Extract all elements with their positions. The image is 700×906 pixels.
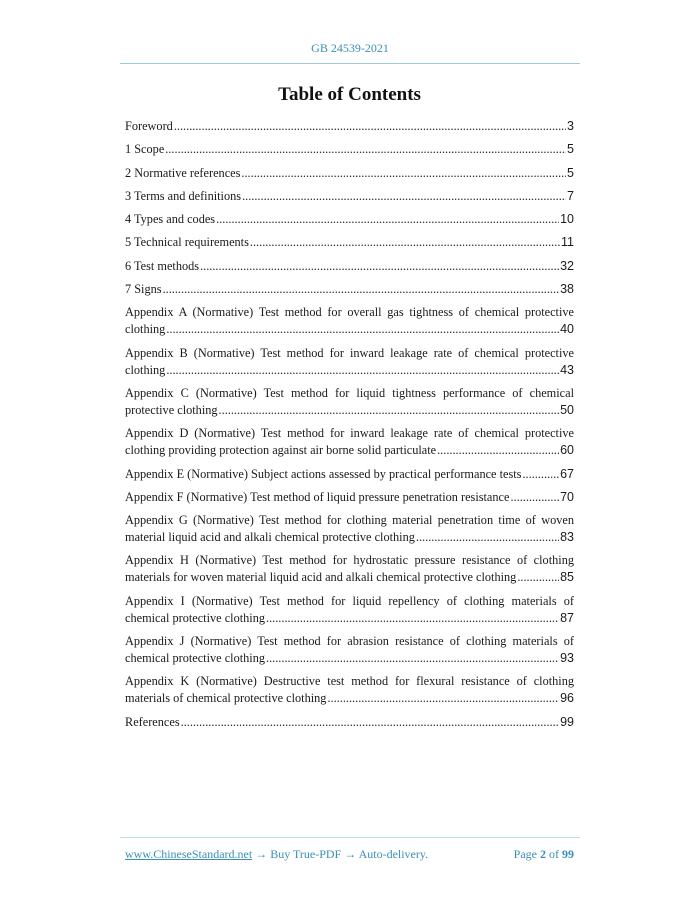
dot-leader — [437, 442, 559, 459]
toc-entry-text: 1 Scope — [125, 142, 165, 157]
toc-entry-text: materials for woven material liquid acid and alkali chemical protective clothing — [125, 570, 517, 585]
dot-leader — [165, 141, 566, 158]
dot-leader — [242, 188, 566, 205]
toc-entry-line — [125, 690, 574, 707]
toc-entry-line — [125, 141, 574, 158]
toc-entry-line — [125, 529, 574, 546]
dot-leader — [216, 211, 559, 228]
toc-entry-text: material liquid acid and alkali chemical protective clothing — [125, 530, 415, 545]
current-page: 2 — [540, 847, 546, 861]
toc-entry[interactable] — [125, 118, 574, 135]
toc-entry-text: protective clothing — [125, 402, 218, 417]
toc-entry-text: References — [125, 714, 180, 729]
toc-entry-text: 4 Types and codes — [125, 212, 216, 227]
toc-page-number: 40 — [560, 322, 574, 337]
toc-entry[interactable] — [125, 211, 574, 228]
toc-page-number: 83 — [560, 530, 574, 545]
dot-leader — [163, 281, 560, 298]
toc-page-number: 38 — [560, 282, 574, 297]
toc-entry[interactable] — [125, 188, 574, 205]
document-id: GB 24539-2021 — [311, 41, 389, 55]
toc-entry[interactable] — [125, 714, 574, 731]
toc-entry-text: Appendix F (Normative) Test method of liquid pressure penetration resistance — [125, 489, 510, 504]
toc-page-number: 3 — [567, 119, 574, 133]
toc-entry-line — [125, 650, 574, 667]
toc-page-number: 50 — [560, 402, 574, 417]
toc-entry-text: 6 Test methods — [125, 258, 200, 273]
toc-entry[interactable] — [125, 141, 574, 158]
toc-page-number: 87 — [560, 610, 574, 625]
dot-leader — [266, 650, 559, 667]
dot-leader — [200, 258, 559, 275]
dot-leader — [174, 118, 566, 135]
toc-entry-text: Appendix K (Normative) Destructive test method for flexural resistance of clothing — [125, 674, 574, 689]
toc-entry[interactable] — [125, 466, 574, 483]
toc-entry-line — [125, 489, 574, 506]
toc-entry-text: 7 Signs — [125, 282, 162, 297]
toc-page-number: 96 — [560, 691, 574, 706]
toc-entry[interactable] — [125, 673, 574, 707]
toc-entry-line — [125, 362, 574, 379]
toc-entry-text: Appendix C (Normative) Test method for liquid tightness performance of chemical — [125, 385, 574, 400]
dot-leader — [241, 165, 566, 182]
footer-promo: → Buy True-PDF → Auto-delivery. — [252, 847, 429, 861]
toc-entry-line — [125, 321, 574, 338]
toc-entry-text: Appendix B (Normative) Test method for inward leakage rate of chemical protective — [125, 345, 574, 360]
document-header — [120, 41, 580, 56]
toc-entry-text: 5 Technical requirements — [125, 235, 249, 250]
toc-entry-text: Appendix D (Normative) Test method for inward leakage rate of chemical protective — [125, 426, 574, 441]
toc-entry-text: 3 Terms and definitions — [125, 188, 242, 203]
toc-entry[interactable] — [125, 345, 574, 379]
toc-entry-line — [125, 165, 574, 182]
toc-page-number: 70 — [560, 489, 574, 504]
toc-entry-line — [125, 281, 574, 298]
toc-page-number: 93 — [560, 651, 574, 666]
toc-entry-line — [125, 118, 574, 135]
dot-leader — [166, 362, 559, 379]
toc-entry[interactable] — [125, 512, 574, 546]
toc-entry-line — [125, 714, 574, 731]
toc-entry[interactable] — [125, 258, 574, 275]
toc-entry-line — [125, 402, 574, 419]
dot-leader — [266, 610, 559, 627]
page-label: Page — [513, 847, 537, 861]
toc-entry-text: Appendix A (Normative) Test method for overall gas tightness of chemical protective — [125, 305, 574, 320]
toc-page-number: 5 — [567, 165, 574, 180]
toc-entry-text: Appendix E (Normative) Subject actions assessed by practical performance tests — [125, 466, 522, 481]
page-indicator — [514, 847, 574, 862]
toc-entry-line — [125, 258, 574, 275]
toc-page-number: 99 — [560, 714, 574, 729]
toc-entry-text: chemical protective clothing — [125, 651, 265, 666]
toc-entry-text: Appendix H (Normative) Test method for hydrostatic pressure resistance of clothing — [125, 553, 574, 568]
toc-entry-text: materials of chemical protective clothing — [125, 691, 327, 706]
toc-page-number: 32 — [560, 258, 574, 273]
toc-entry[interactable] — [125, 593, 574, 627]
toc-entry[interactable] — [125, 425, 574, 459]
toc-page-number: 10 — [560, 212, 574, 227]
toc-entry-line — [125, 234, 574, 251]
toc-page-number: 5 — [567, 142, 574, 157]
dot-leader — [517, 569, 559, 586]
toc-entry-line — [125, 569, 574, 586]
footer-divider — [120, 837, 580, 838]
toc-entry[interactable] — [125, 234, 574, 251]
dot-leader — [219, 402, 560, 419]
dot-leader — [510, 489, 559, 506]
toc-entry-text: chemical protective clothing — [125, 610, 265, 625]
toc-page-number: 60 — [560, 443, 574, 458]
dot-leader — [522, 466, 559, 483]
toc-entry-text: clothing — [125, 362, 166, 377]
toc-entry-text: Appendix I (Normative) Test method for liquid repellency of clothing materials of — [125, 593, 574, 608]
toc-entry-line — [125, 610, 574, 627]
toc-entry-text: clothing — [125, 322, 166, 337]
table-of-contents — [125, 118, 574, 737]
page-footer — [125, 847, 574, 862]
toc-entry-text: Appendix G (Normative) Test method for clothing material penetration time of woven — [125, 513, 574, 528]
toc-entry-line — [125, 211, 574, 228]
toc-page-number: 43 — [560, 362, 574, 377]
dot-leader — [166, 321, 559, 338]
toc-entry[interactable] — [125, 633, 574, 667]
dot-leader — [181, 714, 559, 731]
toc-entry[interactable] — [125, 304, 574, 338]
dot-leader — [250, 234, 560, 251]
toc-entry[interactable] — [125, 165, 574, 182]
toc-page-number: 11 — [561, 235, 574, 250]
dot-leader — [416, 529, 559, 546]
page-title: Table of Contents — [278, 84, 421, 105]
total-pages: 99 — [562, 847, 574, 861]
toc-page-number: 85 — [560, 570, 574, 585]
toc-entry[interactable] — [125, 385, 574, 419]
toc-entry[interactable] — [125, 489, 574, 506]
toc-entry-text: 2 Normative references — [125, 165, 241, 180]
toc-entry-line — [125, 466, 574, 483]
toc-page-number: 67 — [560, 466, 574, 481]
toc-entry[interactable] — [125, 281, 574, 298]
dot-leader — [327, 690, 559, 707]
toc-entry-line — [125, 442, 574, 459]
toc-entry-text: clothing providing protection against air borne solid particulate — [125, 443, 437, 458]
toc-entry-line — [125, 188, 574, 205]
header-divider — [120, 63, 580, 64]
toc-page-number: 7 — [567, 188, 574, 203]
page-of: of — [549, 847, 559, 861]
website-link[interactable]: www.ChineseStandard.net — [125, 847, 253, 861]
toc-entry[interactable] — [125, 552, 574, 586]
toc-entry-text: Foreword — [125, 119, 173, 133]
toc-entry-text: Appendix J (Normative) Test method for abrasion resistance of clothing materials of — [125, 634, 574, 649]
